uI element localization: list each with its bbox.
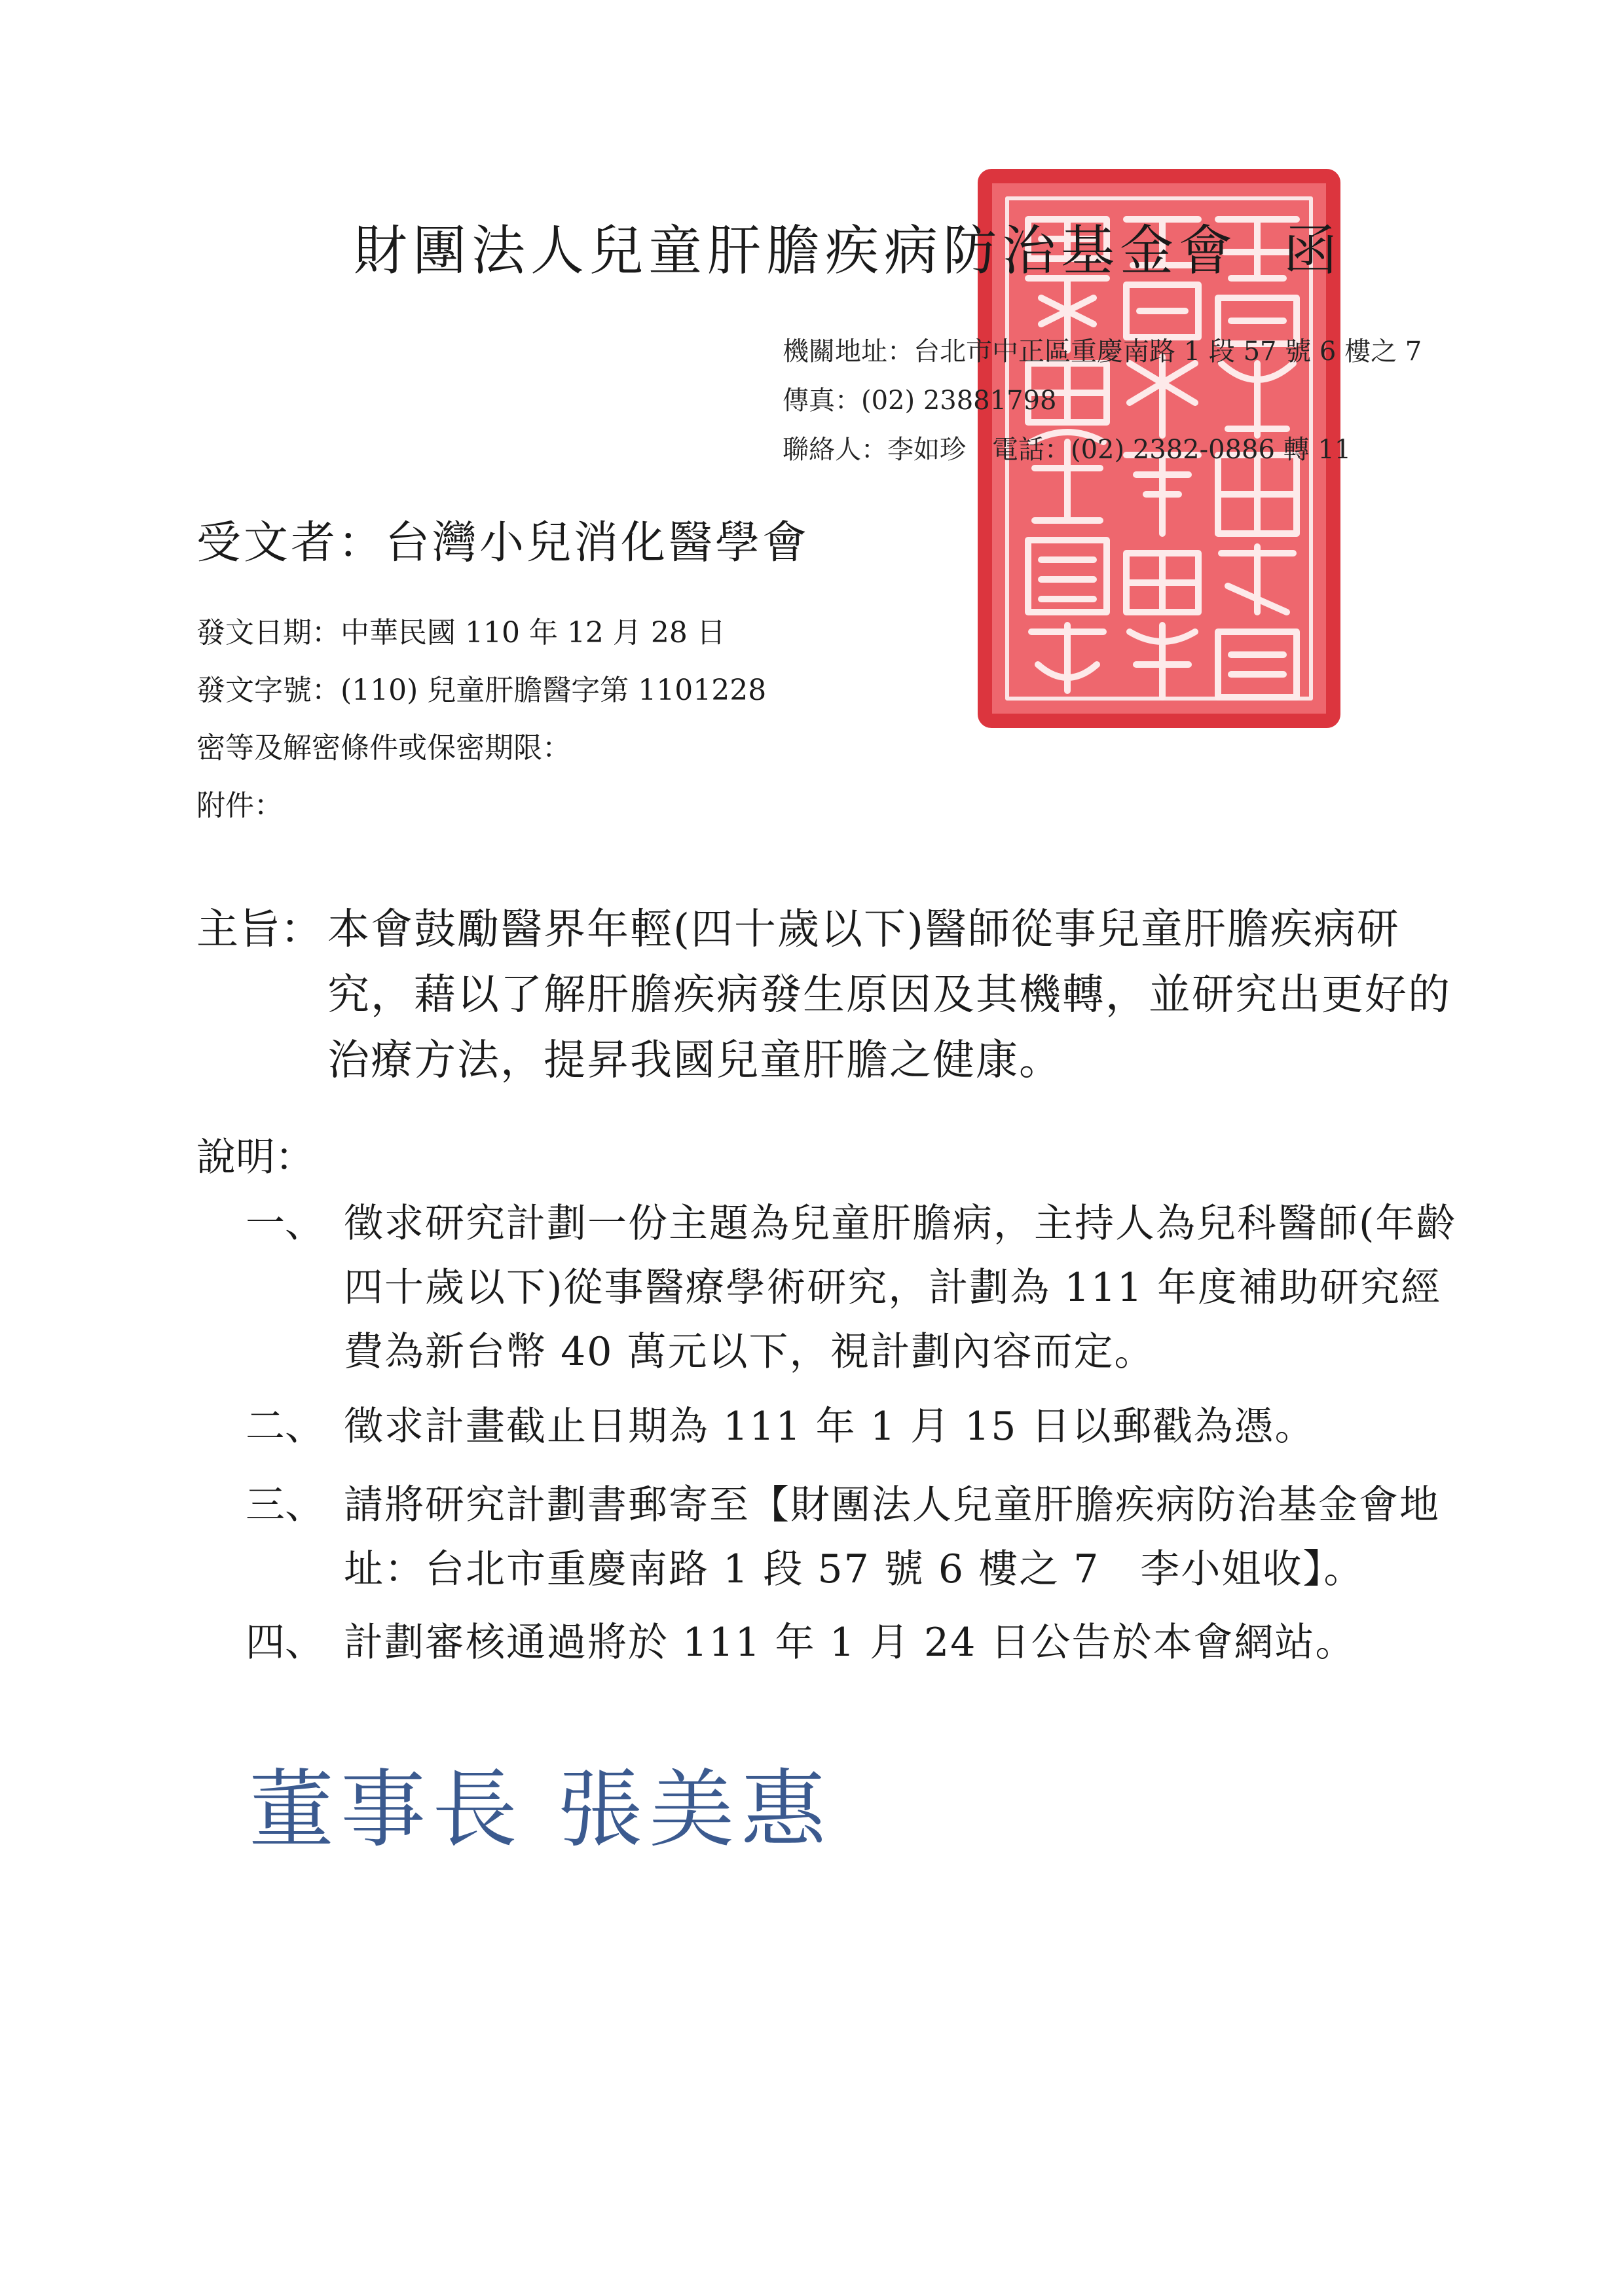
item-text: 徵求研究計劃一份主題為兒童肝膽病，主持人為兒科醫師(年齡四十歲以下)從事醫療學術研究，計劃為 111 年度補助研究經費為新台幣 40 萬元以下，視計劃內容而定。: [344, 1201, 1457, 1375]
item-text: 計劃審核通過將於 111 年 1 月 24 日公告於本會網站。: [344, 1620, 1356, 1666]
explanation-item: [246, 1473, 1457, 1601]
explanation-label: 說明：: [196, 1135, 314, 1180]
organization-name: 財團法人兒童肝膽疾病防治基金會: [354, 220, 1238, 282]
attachment: 附件：: [196, 789, 283, 822]
agency-address: 機關地址：台北市中正區重慶南路 1 段 57 號 6 樓之 7: [783, 337, 1422, 367]
item-text: 徵求計畫截止日期為 111 年 1 月 15 日以郵戳為憑。: [344, 1404, 1316, 1449]
item-number: 二、: [246, 1404, 324, 1449]
document-number: 發文字號：(110) 兒童肝膽醫字第 1101228: [196, 674, 767, 707]
chairperson-signature: 董事長 張美惠: [249, 1760, 833, 1859]
item-number: 三、: [246, 1482, 324, 1528]
subject-text: 本會鼓勵醫界年輕(四十歲以下)醫師從事兒童肝膽疾病研究，藉以了解肝膽疾病發生原因及其機轉，並研究出更好的治療方法，提昇我國兒童肝膽之健康。: [327, 905, 1451, 1085]
document-title: [354, 208, 1342, 285]
item-number: 一、: [246, 1201, 324, 1247]
item-text: 請將研究計劃書郵寄至【財團法人兒童肝膽疾病防治基金會地址：台北市重慶南路 1 段 57 號 6 樓之 7 李小姐收】。: [344, 1482, 1440, 1592]
item-number: 四、: [246, 1620, 324, 1666]
subject-section: [196, 897, 1460, 1093]
subject-label: 主旨：: [196, 905, 322, 954]
explanation-item: [246, 1394, 1457, 1459]
issue-date: 發文日期：中華民國 110 年 12 月 28 日: [196, 616, 726, 649]
explanation-item: [246, 1611, 1457, 1675]
contact-person: 聯絡人：李如珍 電話：(02) 2382-0886 轉 11: [783, 435, 1352, 465]
recipient: 受文者：台灣小兒消化醫學會: [196, 517, 810, 569]
fax-number: 傳真：(02) 23881798: [783, 386, 1057, 416]
secrecy-level: 密等及解密條件或保密期限：: [196, 731, 571, 765]
explanation-item: [246, 1192, 1457, 1384]
document-type: 函: [1283, 220, 1343, 282]
